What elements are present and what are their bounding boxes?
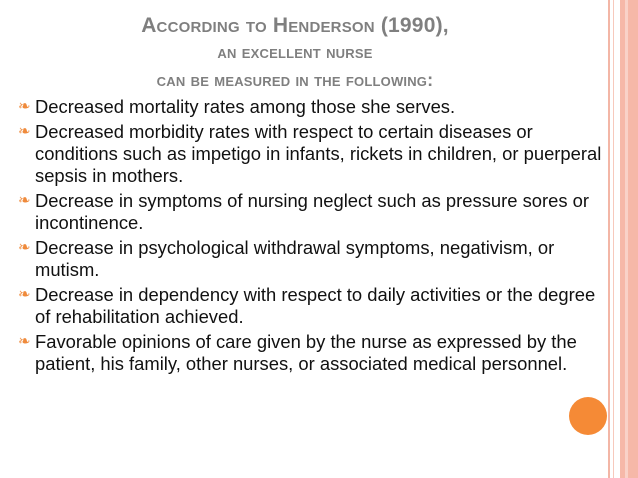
fleuron-bullet-icon: ❧: [18, 333, 31, 350]
decorative-stripe: [625, 0, 628, 478]
bullet-text: Decrease in dependency with respect to daily activities or the degree of rehabilitation achieved.: [35, 284, 596, 327]
title-line-2: an excellent nurse: [217, 42, 373, 62]
bullet-list: [18, 96, 606, 378]
bullet-item: [18, 96, 606, 118]
fleuron-bullet-icon: ❧: [18, 192, 31, 209]
decorative-stripe: [613, 0, 614, 478]
bullet-item: [18, 190, 606, 234]
bullet-text: Decreased morbidity rates with respect to certain diseases or conditions such as impetigo in infants, rickets in children, or puerperal sepsis in mothers.: [35, 121, 602, 186]
fleuron-bullet-icon: ❧: [18, 123, 31, 140]
fleuron-bullet-icon: ❧: [18, 286, 31, 303]
bullet-item: [18, 237, 606, 281]
bullet-text: Favorable opinions of care given by the nurse as expressed by the patient, his family, other nurses, or associated medical personnel.: [35, 331, 577, 374]
slide-title: [40, 14, 550, 94]
decorative-stripe: [620, 0, 638, 478]
orange-circle-decoration: [569, 397, 607, 435]
fleuron-bullet-icon: ❧: [18, 98, 31, 115]
bullet-item: [18, 284, 606, 328]
bullet-item: [18, 331, 606, 375]
bullet-text: Decrease in symptoms of nursing neglect such as pressure sores or incontinence.: [35, 190, 590, 233]
title-line-3: can be measured in the following:: [156, 70, 434, 90]
fleuron-bullet-icon: ❧: [18, 239, 31, 256]
title-line-1: According to Henderson (1990),: [141, 14, 449, 37]
bullet-text: Decreased mortality rates among those she serves.: [35, 96, 456, 117]
bullet-item: [18, 121, 606, 187]
decorative-stripe: [608, 0, 610, 478]
bullet-text: Decrease in psychological withdrawal symptoms, negativism, or mutism.: [35, 237, 555, 280]
